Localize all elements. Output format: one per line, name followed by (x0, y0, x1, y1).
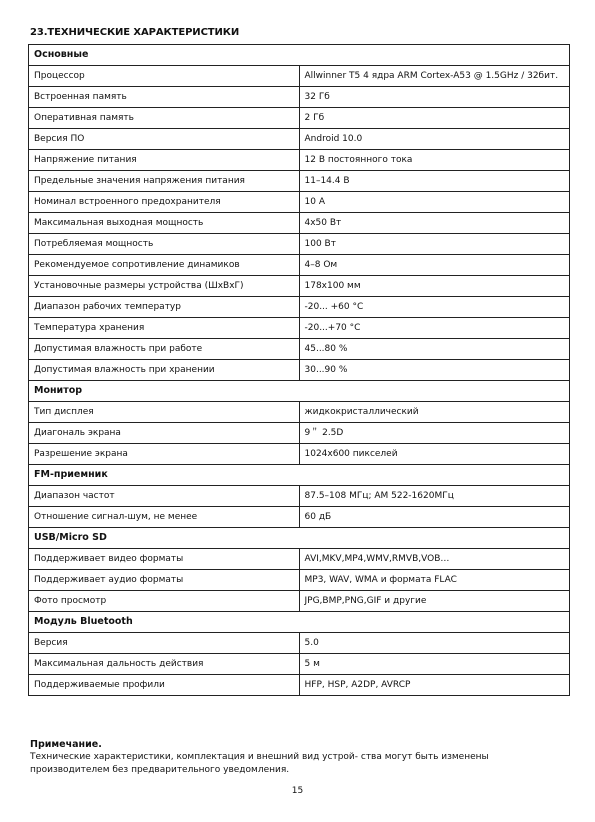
table-row (29, 171, 570, 192)
table-row (29, 654, 570, 675)
table-row (29, 507, 570, 528)
spec-name-cell: Версия ПО (29, 129, 300, 150)
spec-value-cell: -20... +60 °C (299, 297, 570, 318)
table-row (29, 318, 570, 339)
spec-value-cell: JPG,BMP,PNG,GIF и другие (299, 591, 570, 612)
spec-value-cell: 4x50 Вт (299, 213, 570, 234)
spec-name-cell: Потребляемая мощность (29, 234, 300, 255)
table-row (29, 234, 570, 255)
section-header-row (29, 528, 570, 549)
spec-name-cell: Номинал встроенного предохранителя (29, 192, 300, 213)
spec-value-cell: 100 Вт (299, 234, 570, 255)
spec-name-cell: Допустимая влажность при хранении (29, 360, 300, 381)
section-title: Основные (29, 45, 570, 66)
spec-value-cell: 2 Гб (299, 108, 570, 129)
spec-value-cell: 4–8 Ом (299, 255, 570, 276)
spec-name-cell: Температура хранения (29, 318, 300, 339)
section-header-row (29, 381, 570, 402)
table-row (29, 297, 570, 318)
spec-value-cell: 30...90 % (299, 360, 570, 381)
spec-value-cell: 10 А (299, 192, 570, 213)
section-title: USB/Micro SD (29, 528, 570, 549)
spec-value-cell: HFP, HSP, A2DP, AVRCP (299, 675, 570, 696)
specifications-table-body (29, 45, 570, 696)
table-row (29, 591, 570, 612)
note-text: Технические характеристики, комплектация и внешний вид устрой- ства могут быть изменены производителем без предварительного уведомления. (30, 752, 489, 775)
table-row (29, 444, 570, 465)
section-header-row (29, 612, 570, 633)
spec-value-cell: -20...+70 °C (299, 318, 570, 339)
table-row (29, 360, 570, 381)
spec-value-cell: MP3, WAV, WMA и формата FLAC (299, 570, 570, 591)
table-row (29, 402, 570, 423)
table-row (29, 675, 570, 696)
table-row (29, 486, 570, 507)
spec-name-cell: Диагональ экрана (29, 423, 300, 444)
spec-name-cell: Версия (29, 633, 300, 654)
spec-name-cell: Диапазон рабочих температур (29, 297, 300, 318)
spec-name-cell: Встроенная память (29, 87, 300, 108)
spec-name-cell: Поддерживаемые профили (29, 675, 300, 696)
spec-value-cell: 11–14.4 В (299, 171, 570, 192)
table-row (29, 549, 570, 570)
spec-name-cell: Допустимая влажность при работе (29, 339, 300, 360)
table-row (29, 570, 570, 591)
spec-value-cell: 12 В постоянного тока (299, 150, 570, 171)
spec-name-cell: Установочные размеры устройства (ШxВxГ) (29, 276, 300, 297)
table-row (29, 423, 570, 444)
page-number: 15 (291, 786, 304, 796)
section-title: Модуль Bluetooth (29, 612, 570, 633)
spec-value-cell: жидкокристаллический (299, 402, 570, 423)
spec-value-cell: 45...80 % (299, 339, 570, 360)
table-row (29, 255, 570, 276)
table-row (29, 108, 570, 129)
spec-name-cell: Процессор (29, 66, 300, 87)
section-header-row (29, 45, 570, 66)
table-row (29, 633, 570, 654)
specifications-table (28, 44, 570, 696)
table-row (29, 213, 570, 234)
spec-value-cell: 5 м (299, 654, 570, 675)
note-heading: Примечание. (30, 739, 102, 750)
spec-name-cell: Тип дисплея (29, 402, 300, 423)
table-row (29, 276, 570, 297)
table-row (29, 192, 570, 213)
spec-name-cell: Рекомендуемое сопротивление динамиков (29, 255, 300, 276)
spec-name-cell: Максимальная выходная мощность (29, 213, 300, 234)
spec-name-cell: Оперативная память (29, 108, 300, 129)
section-title: FM-приемник (29, 465, 570, 486)
spec-value-cell: 32 Гб (299, 87, 570, 108)
table-row (29, 339, 570, 360)
spec-name-cell: Поддерживает аудио форматы (29, 570, 300, 591)
spec-name-cell: Фото просмотр (29, 591, 300, 612)
table-row (29, 150, 570, 171)
spec-value-cell: 87.5–108 МГц; AM 522-1620МГц (299, 486, 570, 507)
spec-value-cell: 60 дБ (299, 507, 570, 528)
spec-value-cell: 9＂ 2.5D (299, 423, 570, 444)
spec-value-cell: 1024x600 пикселей (299, 444, 570, 465)
table-row (29, 129, 570, 150)
spec-value-cell: Allwinner T5 4 ядра ARM Cortex-A53 @ 1.5GHz / 32бит. (299, 66, 570, 87)
spec-name-cell: Напряжение питания (29, 150, 300, 171)
spec-name-cell: Диапазон частот (29, 486, 300, 507)
spec-name-cell: Поддерживает видео форматы (29, 549, 300, 570)
spec-value-cell: Android 10.0 (299, 129, 570, 150)
note-block (30, 738, 570, 777)
spec-name-cell: Отношение сигнал-шум, не менее (29, 507, 300, 528)
page-title: 23.ТЕХНИЧЕСКИЕ ХАРАКТЕРИСТИКИ (30, 27, 240, 38)
section-title: Монитор (29, 381, 570, 402)
spec-name-cell: Предельные значения напряжения питания (29, 171, 300, 192)
section-header-row (29, 465, 570, 486)
spec-value-cell: 5.0 (299, 633, 570, 654)
spec-value-cell: 178x100 мм (299, 276, 570, 297)
spec-name-cell: Разрешение экрана (29, 444, 300, 465)
table-row (29, 66, 570, 87)
spec-value-cell: AVI,MKV,MP4,WMV,RMVB,VOB… (299, 549, 570, 570)
spec-name-cell: Максимальная дальность действия (29, 654, 300, 675)
table-row (29, 87, 570, 108)
